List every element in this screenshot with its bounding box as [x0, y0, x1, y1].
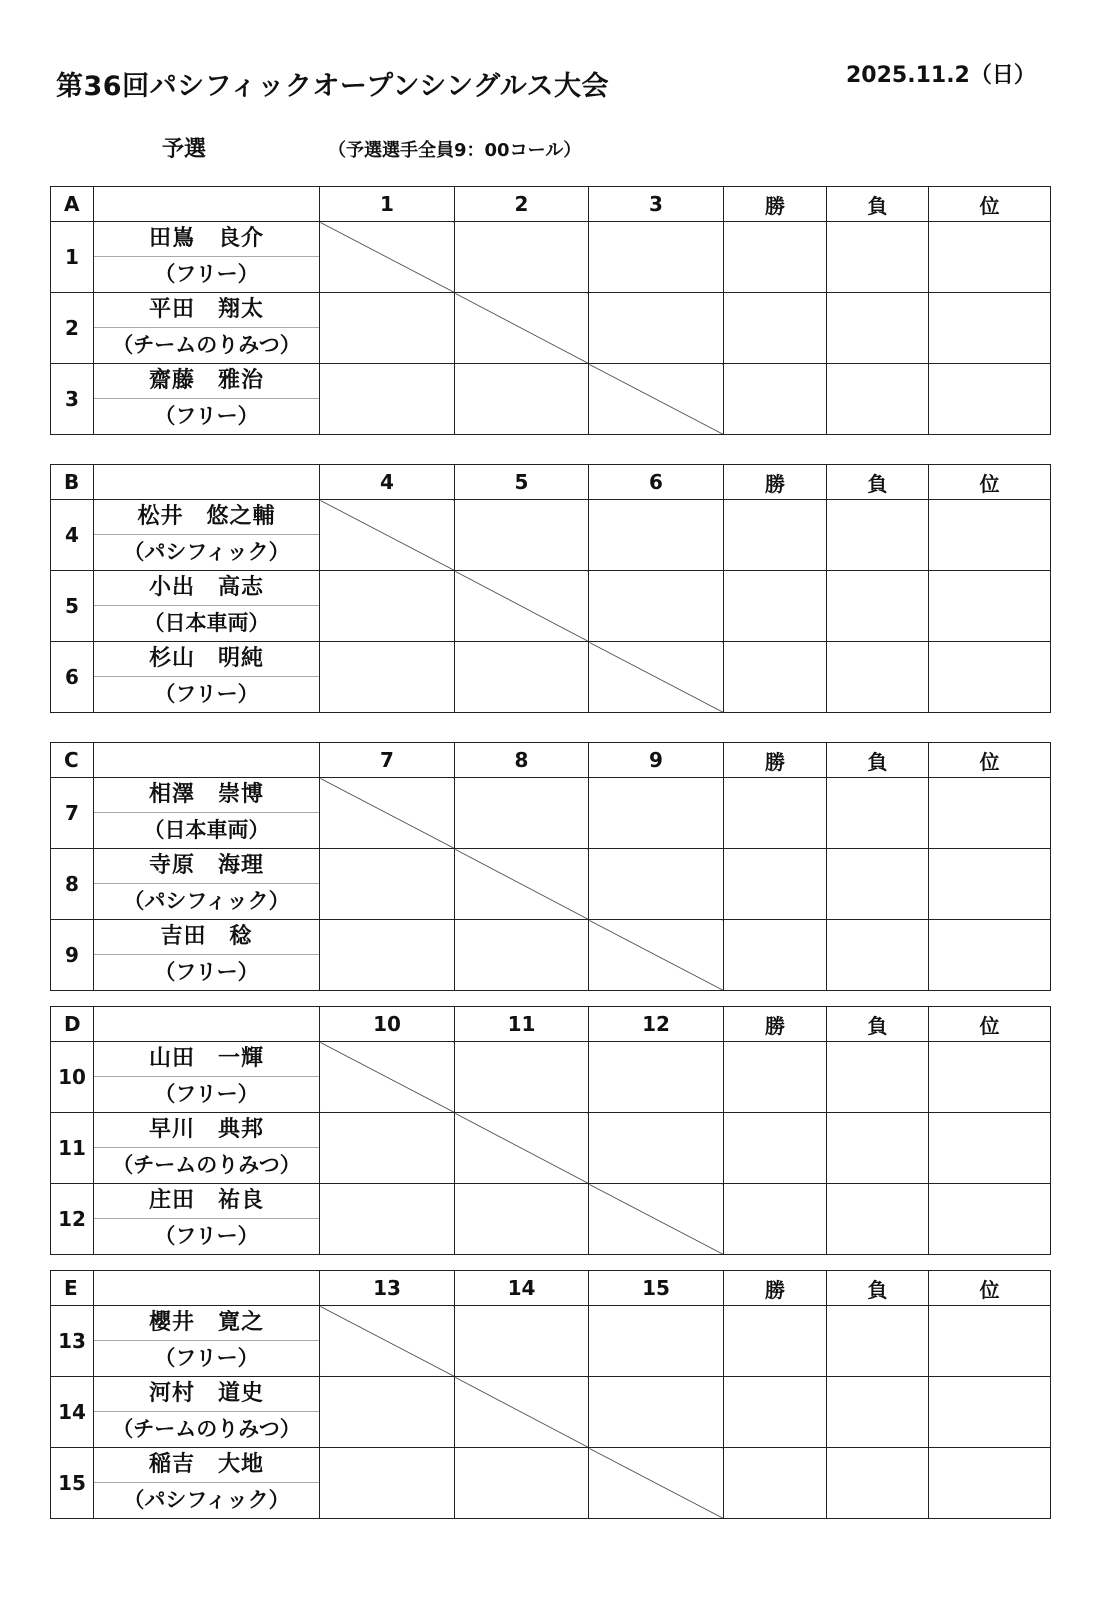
rank-cell	[929, 293, 1051, 364]
player-cell	[94, 1306, 320, 1377]
player-number: 14	[51, 1377, 94, 1448]
player-number: 7	[51, 778, 94, 849]
losses-cell	[827, 642, 929, 713]
player-name: 相澤 崇博	[94, 778, 319, 813]
player-team: （フリー）	[154, 262, 259, 286]
player-number: 9	[51, 920, 94, 991]
match-result-cell	[455, 1042, 589, 1113]
player-cell	[94, 222, 320, 293]
group-letter: D	[51, 1007, 94, 1042]
self-match-cell	[455, 849, 589, 920]
player-name: 寺原 海理	[94, 849, 319, 884]
player-cell	[94, 500, 320, 571]
self-match-cell	[455, 1113, 589, 1184]
header-blank	[94, 187, 320, 222]
wins-cell	[724, 571, 827, 642]
group-letter: E	[51, 1271, 94, 1306]
match-result-cell	[589, 500, 724, 571]
self-match-cell	[320, 1306, 455, 1377]
match-result-cell	[455, 1184, 589, 1255]
match-result-cell	[320, 364, 455, 435]
league-table-group-d	[50, 1006, 1051, 1255]
rank-header: 位	[929, 465, 1051, 500]
league-table-group-b	[50, 464, 1051, 713]
opponent-number-header: 4	[320, 465, 455, 500]
wins-cell	[724, 364, 827, 435]
player-number: 13	[51, 1306, 94, 1377]
match-result-cell	[320, 293, 455, 364]
call-time-note: （予選選手全員9：00コール）	[328, 140, 582, 161]
player-cell	[94, 1042, 320, 1113]
player-name: 早川 典邦	[94, 1113, 319, 1148]
player-number: 6	[51, 642, 94, 713]
wins-cell	[724, 920, 827, 991]
match-result-cell	[589, 778, 724, 849]
wins-cell	[724, 778, 827, 849]
player-cell	[94, 364, 320, 435]
opponent-number-header: 11	[455, 1007, 589, 1042]
match-result-cell	[320, 642, 455, 713]
wins-cell	[724, 1306, 827, 1377]
losses-header: 負	[827, 187, 929, 222]
rank-header: 位	[929, 1007, 1051, 1042]
rank-cell	[929, 364, 1051, 435]
player-row	[51, 1113, 1051, 1184]
rank-cell	[929, 920, 1051, 991]
player-name: 稲吉 大地	[94, 1448, 319, 1483]
player-name: 櫻井 寛之	[94, 1306, 319, 1341]
match-result-cell	[320, 1184, 455, 1255]
player-row	[51, 500, 1051, 571]
losses-cell	[827, 293, 929, 364]
wins-cell	[724, 1184, 827, 1255]
player-row	[51, 920, 1051, 991]
losses-cell	[827, 1377, 929, 1448]
self-match-cell	[320, 222, 455, 293]
losses-cell	[827, 920, 929, 991]
match-result-cell	[589, 1042, 724, 1113]
match-result-cell	[589, 222, 724, 293]
player-number: 12	[51, 1184, 94, 1255]
self-match-cell	[455, 293, 589, 364]
rank-cell	[929, 1184, 1051, 1255]
rank-cell	[929, 1448, 1051, 1519]
opponent-number-header: 9	[589, 743, 724, 778]
wins-cell	[724, 1377, 827, 1448]
player-team: （パシフィック）	[123, 889, 290, 913]
player-name: 齋藤 雅治	[94, 364, 319, 399]
match-result-cell	[320, 849, 455, 920]
player-number: 1	[51, 222, 94, 293]
match-result-cell	[455, 500, 589, 571]
rank-cell	[929, 778, 1051, 849]
opponent-number-header: 10	[320, 1007, 455, 1042]
match-result-cell	[455, 364, 589, 435]
player-name: 河村 道史	[94, 1377, 319, 1412]
group-letter: C	[51, 743, 94, 778]
player-row	[51, 364, 1051, 435]
match-result-cell	[455, 1306, 589, 1377]
rank-cell	[929, 571, 1051, 642]
player-number: 10	[51, 1042, 94, 1113]
losses-cell	[827, 1448, 929, 1519]
player-row	[51, 293, 1051, 364]
self-match-cell	[320, 1042, 455, 1113]
header-blank	[94, 1007, 320, 1042]
league-table-group-c	[50, 742, 1051, 991]
league-table-group-e	[50, 1270, 1051, 1519]
player-cell	[94, 849, 320, 920]
wins-cell	[724, 1113, 827, 1184]
self-match-cell	[455, 1377, 589, 1448]
wins-header: 勝	[724, 1271, 827, 1306]
player-cell	[94, 778, 320, 849]
wins-cell	[724, 1042, 827, 1113]
losses-header: 負	[827, 743, 929, 778]
losses-cell	[827, 778, 929, 849]
match-result-cell	[320, 1377, 455, 1448]
wins-cell	[724, 642, 827, 713]
losses-cell	[827, 1184, 929, 1255]
self-match-cell	[320, 778, 455, 849]
player-row	[51, 778, 1051, 849]
player-team: （フリー）	[154, 1346, 259, 1370]
match-result-cell	[455, 778, 589, 849]
opponent-number-header: 8	[455, 743, 589, 778]
match-result-cell	[320, 571, 455, 642]
self-match-cell	[589, 1184, 724, 1255]
match-result-cell	[589, 1306, 724, 1377]
wins-header: 勝	[724, 1007, 827, 1042]
player-cell	[94, 1184, 320, 1255]
opponent-number-header: 15	[589, 1271, 724, 1306]
losses-cell	[827, 1113, 929, 1184]
losses-cell	[827, 571, 929, 642]
player-team: （チームのりみつ）	[112, 1153, 301, 1177]
losses-header: 負	[827, 1271, 929, 1306]
rank-cell	[929, 500, 1051, 571]
player-row	[51, 642, 1051, 713]
rank-cell	[929, 1377, 1051, 1448]
losses-cell	[827, 849, 929, 920]
self-match-cell	[589, 642, 724, 713]
rank-cell	[929, 1306, 1051, 1377]
player-name: 杉山 明純	[94, 642, 319, 677]
match-result-cell	[589, 849, 724, 920]
player-row	[51, 1377, 1051, 1448]
player-number: 8	[51, 849, 94, 920]
header-blank	[94, 743, 320, 778]
rank-cell	[929, 1113, 1051, 1184]
losses-cell	[827, 364, 929, 435]
player-team: （パシフィック）	[123, 1488, 290, 1512]
player-name: 松井 悠之輔	[94, 500, 319, 535]
losses-cell	[827, 1042, 929, 1113]
opponent-number-header: 7	[320, 743, 455, 778]
tournament-date: 2025.11.2（日）	[846, 63, 1036, 88]
player-team: （フリー）	[154, 682, 259, 706]
match-result-cell	[455, 642, 589, 713]
player-cell	[94, 642, 320, 713]
player-number: 3	[51, 364, 94, 435]
self-match-cell	[589, 364, 724, 435]
match-result-cell	[589, 571, 724, 642]
player-name: 小出 高志	[94, 571, 319, 606]
opponent-number-header: 13	[320, 1271, 455, 1306]
wins-header: 勝	[724, 743, 827, 778]
player-name: 吉田 稔	[94, 920, 319, 955]
opponent-number-header: 14	[455, 1271, 589, 1306]
match-result-cell	[455, 920, 589, 991]
wins-cell	[724, 849, 827, 920]
opponent-number-header: 12	[589, 1007, 724, 1042]
player-row	[51, 222, 1051, 293]
player-row	[51, 1306, 1051, 1377]
group-letter: A	[51, 187, 94, 222]
match-result-cell	[320, 1113, 455, 1184]
header-blank	[94, 1271, 320, 1306]
player-team: （フリー）	[154, 404, 259, 428]
player-name: 平田 翔太	[94, 293, 319, 328]
player-team: （日本車両）	[143, 611, 270, 635]
header-blank	[94, 465, 320, 500]
player-team: （チームのりみつ）	[112, 333, 301, 357]
rank-cell	[929, 222, 1051, 293]
opponent-number-header: 6	[589, 465, 724, 500]
wins-cell	[724, 500, 827, 571]
rank-cell	[929, 642, 1051, 713]
losses-cell	[827, 222, 929, 293]
player-cell	[94, 571, 320, 642]
match-result-cell	[455, 222, 589, 293]
wins-cell	[724, 293, 827, 364]
wins-header: 勝	[724, 187, 827, 222]
match-result-cell	[589, 1113, 724, 1184]
losses-cell	[827, 500, 929, 571]
player-team: （パシフィック）	[123, 540, 290, 564]
player-number: 11	[51, 1113, 94, 1184]
player-cell	[94, 1377, 320, 1448]
match-result-cell	[320, 920, 455, 991]
player-row	[51, 1184, 1051, 1255]
player-cell	[94, 293, 320, 364]
player-cell	[94, 1113, 320, 1184]
tournament-title: 第36回パシフィックオープンシングルス大会	[56, 71, 609, 102]
losses-header: 負	[827, 465, 929, 500]
round-label: 予選	[162, 137, 207, 162]
player-team: （フリー）	[154, 1224, 259, 1248]
player-row	[51, 1042, 1051, 1113]
player-team: （フリー）	[154, 1082, 259, 1106]
wins-cell	[724, 222, 827, 293]
player-name: 山田 一輝	[94, 1042, 319, 1077]
self-match-cell	[320, 500, 455, 571]
losses-header: 負	[827, 1007, 929, 1042]
self-match-cell	[455, 571, 589, 642]
player-number: 2	[51, 293, 94, 364]
wins-header: 勝	[724, 465, 827, 500]
player-cell	[94, 920, 320, 991]
losses-cell	[827, 1306, 929, 1377]
opponent-number-header: 5	[455, 465, 589, 500]
self-match-cell	[589, 920, 724, 991]
match-result-cell	[589, 293, 724, 364]
player-team: （チームのりみつ）	[112, 1417, 301, 1441]
opponent-number-header: 3	[589, 187, 724, 222]
match-result-cell	[589, 1377, 724, 1448]
player-row	[51, 1448, 1051, 1519]
rank-cell	[929, 1042, 1051, 1113]
self-match-cell	[589, 1448, 724, 1519]
player-number: 4	[51, 500, 94, 571]
player-row	[51, 849, 1051, 920]
rank-header: 位	[929, 1271, 1051, 1306]
player-number: 5	[51, 571, 94, 642]
player-name: 田嶌 良介	[94, 222, 319, 257]
opponent-number-header: 2	[455, 187, 589, 222]
match-result-cell	[320, 1448, 455, 1519]
wins-cell	[724, 1448, 827, 1519]
rank-header: 位	[929, 187, 1051, 222]
player-name: 庄田 祐良	[94, 1184, 319, 1219]
rank-header: 位	[929, 743, 1051, 778]
player-row	[51, 571, 1051, 642]
player-team: （フリー）	[154, 960, 259, 984]
rank-cell	[929, 849, 1051, 920]
player-number: 15	[51, 1448, 94, 1519]
league-table-group-a	[50, 186, 1051, 435]
match-result-cell	[455, 1448, 589, 1519]
player-cell	[94, 1448, 320, 1519]
opponent-number-header: 1	[320, 187, 455, 222]
player-team: （日本車両）	[143, 818, 270, 842]
group-letter: B	[51, 465, 94, 500]
